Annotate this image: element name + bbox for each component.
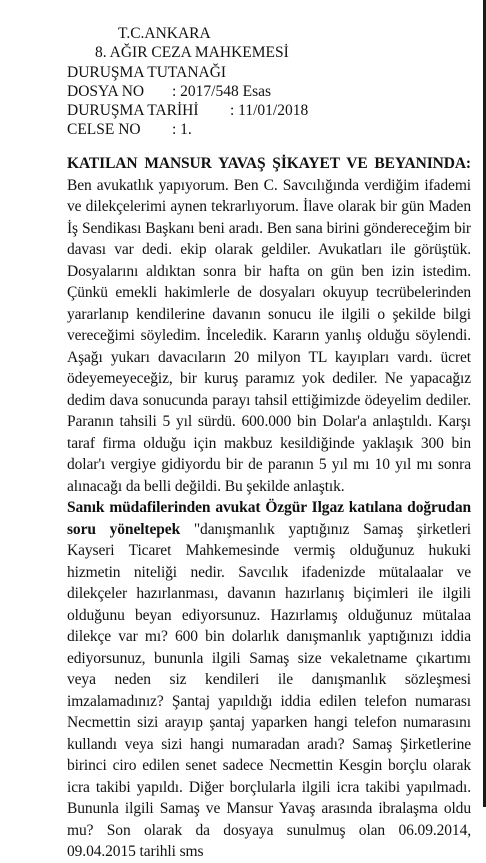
session-no-value: : 1. (172, 121, 192, 138)
prosecutor-line: T.C.ANKARA (118, 25, 211, 42)
court-name: 8. AĞIR CEZA MAHKEMESİ (95, 44, 289, 61)
question-paragraph (67, 497, 471, 863)
question-text: "danışmanlık yaptığınız Samaş şirketleri Kayseri Ticaret Mahkemesinde vermiş olduğunuz hukuki hizmetin niteliği nedir. Savcılık ifadenizde mütalaalar ve dilekçeler hazırlanması, davanın hazırlanış biçimleri ile ilgili olduğunu beyan ediyorsunuz. Hazırlamış olduğunuz mütalaa dilekçe var mı? 600 bin dolarlık danışmanlık yaptığınızı iddia ediyorsunuz, bununla ilgili Samaş size vekaletname çıkartımı veya neden siz kendileri ile danışmanlık sözleşmesi imzalamadınız? Şantaj yapıldığı iddia edilen telefon numarası Necmettin sizi arayıp şantaj yaparken hangi telefon numarasını kullandı veya sizi hangi numaradan aradı? Samaş Şirketlerine birinci ciro edilen senet sadece Necmettin Kesgin borçlu olarak icra takibi yapıldı. Diğer borçlularla ilgili icra takibi yapılmadı. Bununla ilgili Samaş ve Mansur Yavaş arasında ibralaşma oldu mu? Son olarak da dosyaya sunulmuş olan 06.09.2014, 09.04.2015 tarihli sms (67, 520, 471, 860)
session-no-label: CELSE NO (67, 121, 141, 138)
file-no-label: DOSYA NO (67, 83, 145, 100)
file-no-value: : 2017/548 Esas (172, 83, 272, 100)
hearing-date-value: : 11/01/2018 (230, 102, 309, 119)
statement-heading: KATILAN MANSUR YAVAŞ ŞİKAYET VE BEYANINDA: (67, 155, 471, 172)
record-title: DURUŞMA TUTANAĞI (67, 64, 227, 81)
question-heading: Sanık müdafilerinden avukat Özgür Ilgaz katılana doğrudan soru yöneltерek (67, 499, 471, 538)
hearing-date-label: DURUŞMA TARİHİ (67, 102, 199, 119)
document-body (67, 153, 471, 863)
statement-text: Ben avukatlık yapıyorum. Ben C. Savcılığında verdiğim ifademi ve dilekçelerimi aynen tekrarlıyorum. İlave olarak bir gün Maden İş Sendikası Başkanı beni aradı. Ben sana birini göndereceğim bir davası var dedi. ekip olarak geldiler. Avukatları ile görüştük. Dosyalarını aldıktan sonra bir hafta on gün ben izin istedim. Çünkü emekli hakimlerle de dosyaları okuyup tecrübelerinden yararlanıp kendilerine davanın sonucu ile ilgili o şekilde bilgi vereceğimi söyledim. İnceledik. Kararın yanlış olduğu söylendi. Aşağı yukarı davacıların 20 milyon TL kayıpları vardı. ücret ödeyemeyeceğiz, bir kuruş paramız yok dediler. Ne yapacağız dedim dava sonucunda parayı tahsil ettiğimizde ödeyelim dediler. Paranın tahsili 5 yıl sürdü. 600.000 bin Dolar'a anlaştıldı. Karşı taraf firma olduğu için makbuz kesildiğinde yaklaşık 300 bin dolar'ı vergiye gidiyordu bir de paranın 5 yıl mı 10 yıl mı sonra alınacağı da belli değildi. Bu şekilde anlaştık. (67, 176, 471, 495)
statement-paragraph (67, 153, 471, 497)
